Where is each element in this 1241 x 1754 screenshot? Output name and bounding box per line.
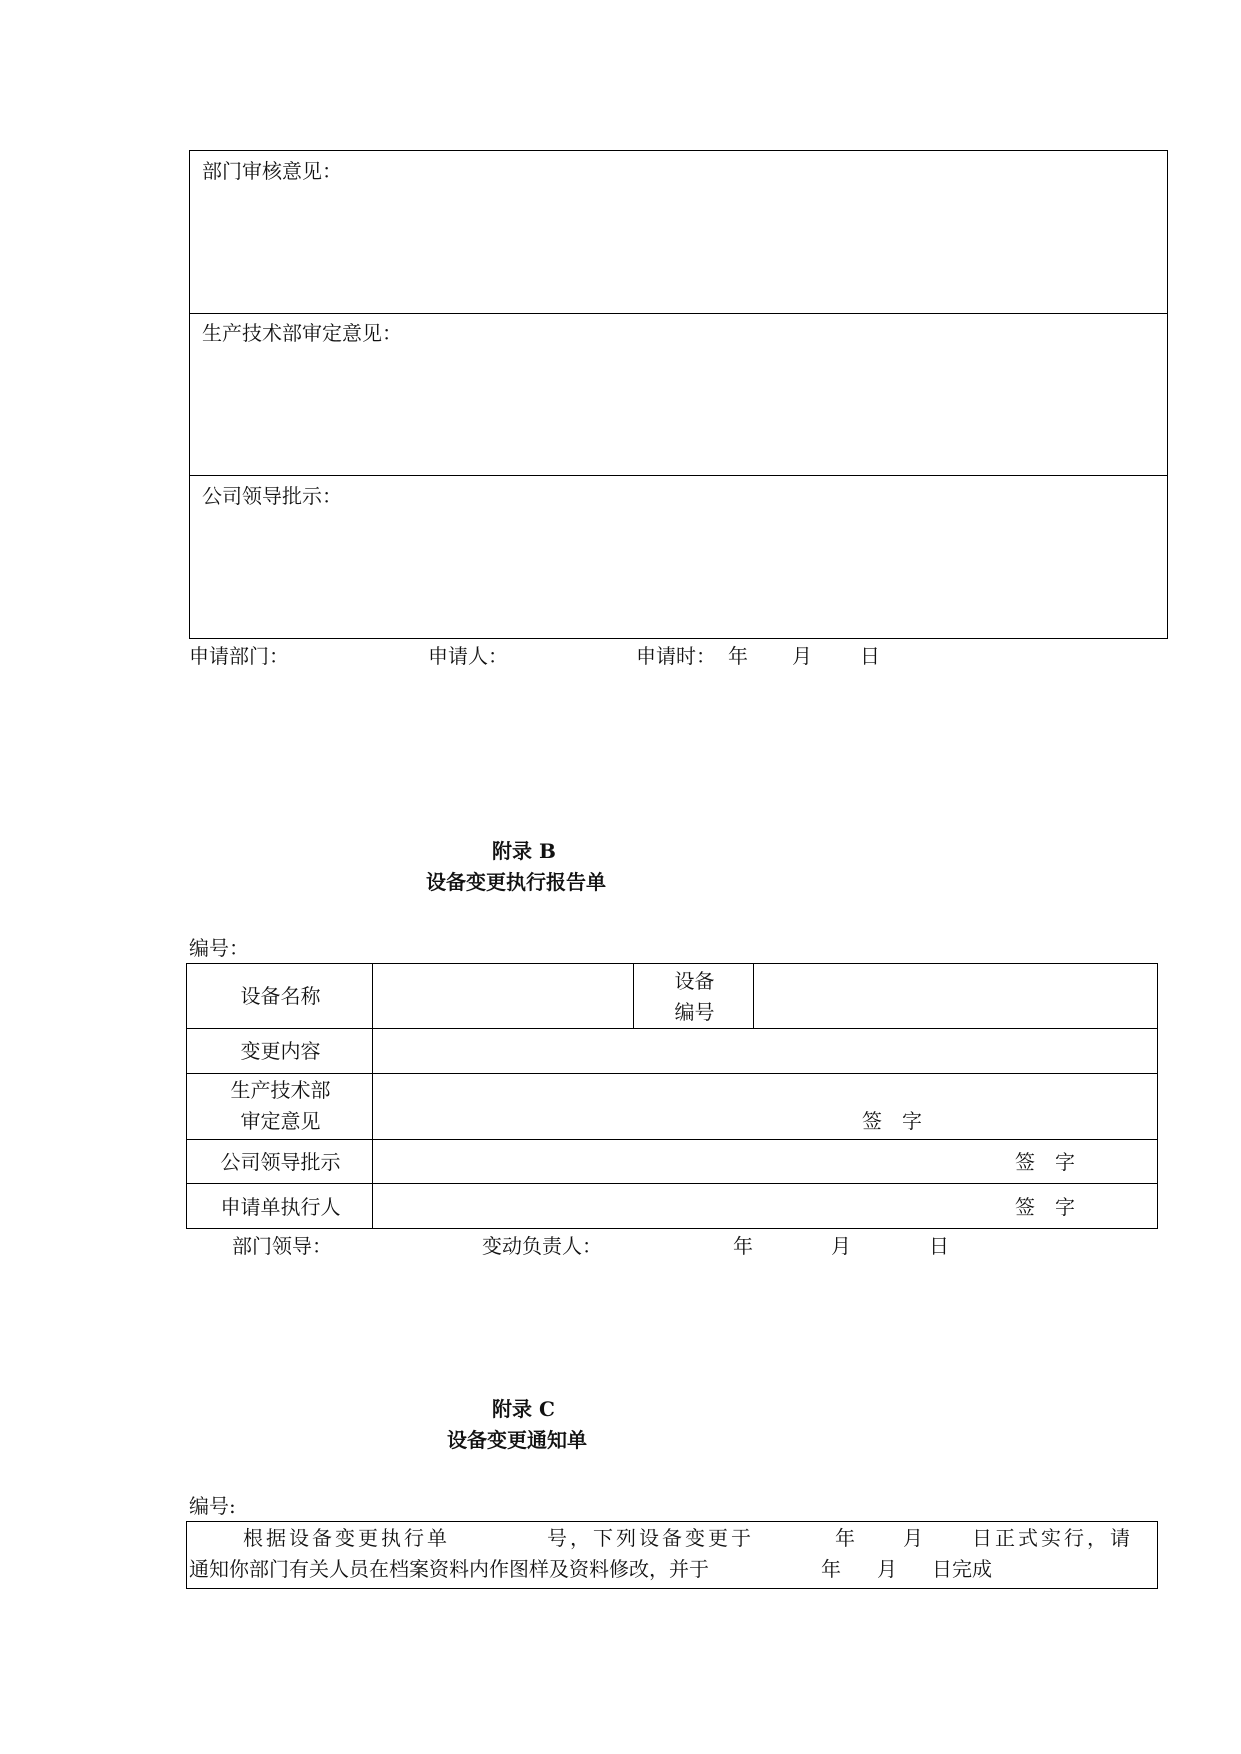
notice-line1-month: 月 (903, 1526, 923, 1550)
leader-approval-label: 公司领导批示： (202, 484, 342, 508)
cell-leader-value (372, 1139, 1158, 1184)
apply-month: 月 (792, 644, 812, 668)
cell-executor-value (372, 1183, 1158, 1229)
apply-year: 年 (728, 644, 748, 668)
appendix-c-title: 设备变更通知单 (447, 1428, 587, 1452)
apply-dept-label: 申请部门： (189, 644, 289, 668)
appendix-b-number-label: 编号： (189, 936, 249, 960)
tech-review-sign: 签 字 (862, 1109, 922, 1133)
cell-equip-no-value (753, 963, 1158, 1029)
apply-time-label: 申请时： (636, 644, 716, 668)
notice-line2-part1: 通知你部门有关人员在档案资料内作图样及资料修改，并于 (189, 1557, 709, 1581)
leader-approval-box (189, 475, 1168, 639)
dept-review-box (189, 150, 1168, 314)
appendix-b-heading: 附录 B (492, 839, 556, 863)
cell-leader-label: 公司领导批示 (186, 1139, 373, 1184)
dept-leader-label: 部门领导： (232, 1234, 332, 1258)
tech-review-label: 生产技术部审定意见： (202, 321, 402, 345)
cell-equip-no-label: 设备 编号 (633, 963, 754, 1029)
notice-line1-part2: 号，下列设备变更于 (547, 1526, 754, 1550)
cell-equip-name-label: 设备名称 (186, 963, 373, 1029)
cell-change-content-value (372, 1028, 1158, 1074)
appendix-b-title: 设备变更执行报告单 (426, 870, 606, 894)
cell-equip-name-value (372, 963, 634, 1029)
cell-change-content-label: 变更内容 (186, 1028, 373, 1074)
notice-line2-month: 月 (877, 1557, 897, 1581)
cell-tech-review-value (372, 1073, 1158, 1140)
report-month: 月 (831, 1234, 851, 1258)
leader-sign: 签 字 (1015, 1150, 1075, 1174)
report-year: 年 (733, 1234, 753, 1258)
notice-line1-part5: 日正式实行，请 (972, 1526, 1133, 1550)
cell-executor-label: 申请单执行人 (186, 1183, 373, 1229)
appendix-c-heading: 附录 C (492, 1397, 555, 1421)
notice-line2-part4: 日完成 (932, 1557, 992, 1581)
apply-day: 日 (860, 644, 880, 668)
applicant-label: 申请人： (428, 644, 508, 668)
notice-line1-year: 年 (835, 1526, 855, 1550)
tech-review-box (189, 313, 1168, 476)
responsible-label: 变动负责人： (482, 1234, 602, 1258)
cell-tech-review-label: 生产技术部 审定意见 (186, 1073, 373, 1140)
report-day: 日 (929, 1234, 949, 1258)
notice-box (186, 1521, 1158, 1589)
notice-line1-part1: 根据设备变更执行单 (243, 1526, 450, 1550)
dept-review-label: 部门审核意见： (202, 159, 342, 183)
appendix-c-number-label: 编号: (189, 1494, 236, 1518)
executor-sign: 签 字 (1015, 1195, 1075, 1219)
notice-line2-year: 年 (821, 1557, 841, 1581)
